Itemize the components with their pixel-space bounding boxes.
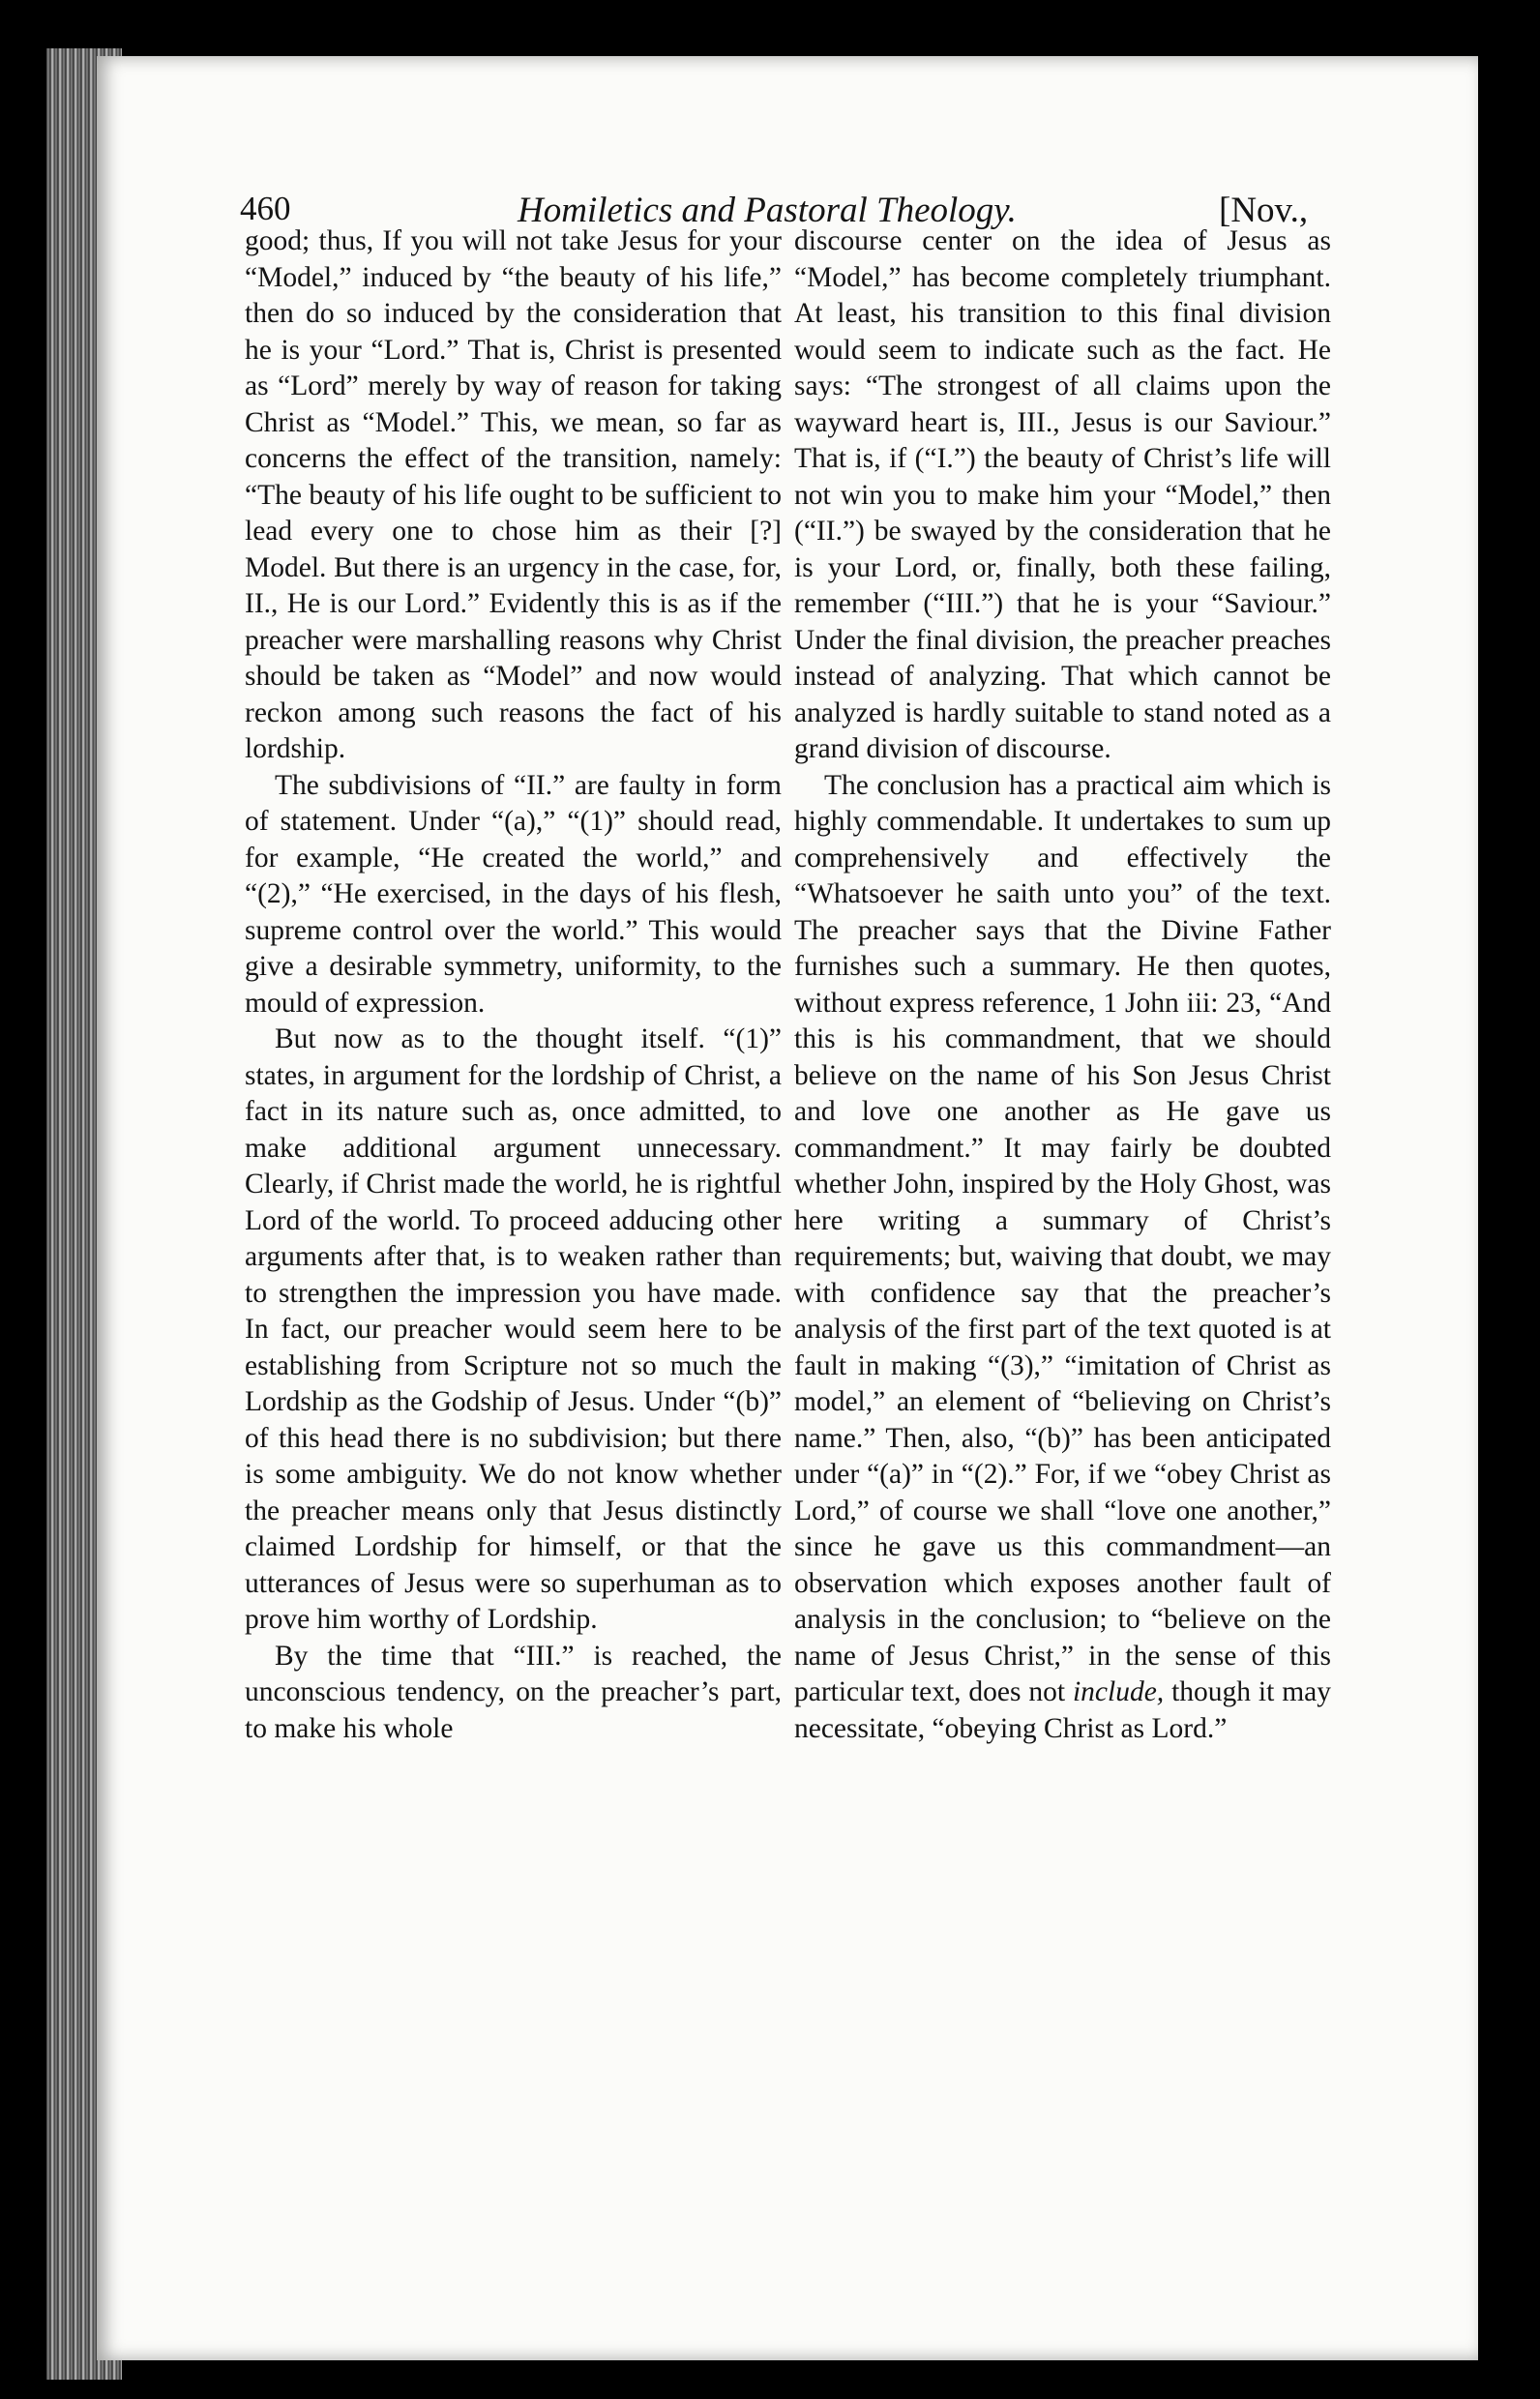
paragraph xyxy=(794,768,1331,1748)
italic-word: include, xyxy=(1072,1676,1165,1707)
right-column xyxy=(794,223,1331,1747)
running-head: Homiletics and Pastoral Theology. xyxy=(518,191,1017,230)
paragraph: By the time that “III.” is reached, the unconscious tendency, on the preacher’s part, to make his whole xyxy=(245,1640,782,1744)
paragraph: But now as to the thought itself. “(1)” states, in argument for the lordship of Christ, a fact in its nature such as, once admitted, to make additional argument unnecessary. Clearly, if Christ made the world, he is rightful Lord of the world. To proceed adducing other arguments after that, is to weaken rather than to strengthen the impression you have made. In fact, our preacher would seem here to be establishing from Scripture not so much the Lordship as the Godship of Jesus. Under “(b)” of this head there is no subdivision; but there is some ambiguity. We do not know whether the preacher means only that Jesus distinctly claimed Lordship for himself, or that the utterances of Jesus were so superhuman as to prove him worthy of Lordship. xyxy=(245,1023,782,1635)
paragraph-text: The conclusion has a practical aim which is highly commendable. It undertakes to sum up comprehensively and effectively the “Whatsoever he saith unto you” of the text. The preacher says that the Divine Father furnishes such a summary. He then quotes, without express reference, 1 John iii: 23, “And this is his commandment, that we should believe on the name of his Son Jesus Christ and love one another as He gave us commandment.” It may fairly be doubted whether John, inspired by the Holy Ghost, was here writing a summary of Christ’s requirements; but, waiving that doubt, we may with confidence say that the preacher’s analysis of the first part of the text quoted is at fault in making “(3),” “imitation of Christ as model,” an element of “believing on Christ’s name.” Then, also, “(b)” has been anticipated under “(a)” in “(2).” For, if we “obey Christ as Lord,” of course we shall “love one another,” since he gave us this commandment—an observation which exposes another fault of analysis in the conclusion; to “believe on the name of Jesus Christ,” in the sense of this particular text, does not xyxy=(794,769,1331,1707)
issue-month: [Nov., xyxy=(1219,191,1309,230)
paragraph: discourse center on the idea of Jesus as “Model,” has become completely triumphant. At least, his transition to this final division would seem to indicate such as the fact. He says: “The strongest of all claims upon the wayward heart is, III., Jesus is our Saviour.” That is, if (“I.”) the beauty of Christ’s life will not win you to make him your “Model,” then (“II.”) be swayed by the consideration that he is your Lord, or, finally, both these failing, remember (“III.”) that he is your “Saviour.” Under the final division, the preacher preaches instead of analyzing. That which cannot be analyzed is hardly suitable to stand noted as a grand division of discourse. xyxy=(794,225,1331,764)
paragraph-text: though it may necessitate, “obeying Christ as Lord.” xyxy=(794,1676,1331,1744)
page-number: 460 xyxy=(240,190,291,227)
paragraph: good; thus, If you will not take Jesus for your “Model,” induced by “the beauty of his life,” then do so induced by the consideration that he is your “Lord.” That is, Christ is presented as “Lord” merely by way of reason for taking Christ as “Model.” This, we mean, so far as concerns the effect of the transition, namely: “The beauty of his life ought to be sufficient to lead every one to chose him as their [?] Model. But there is an urgency in the case, for, II., He is our Lord.” Evidently this is as if the preacher were marshalling reasons why Christ should be taken as “Model” and now would reckon among such reasons the fact of his lordship. xyxy=(245,225,782,764)
book-page xyxy=(97,56,1478,2360)
left-column xyxy=(245,223,782,1747)
paragraph: The subdivisions of “II.” are faulty in form of statement. Under “(a),” “(1)” should read, for example, “He created the world,” and “(2),” “He exercised, in the days of his flesh, supreme control over the world.” This would give a desirable symmetry, uniformity, to the mould of expression. xyxy=(245,769,782,1019)
